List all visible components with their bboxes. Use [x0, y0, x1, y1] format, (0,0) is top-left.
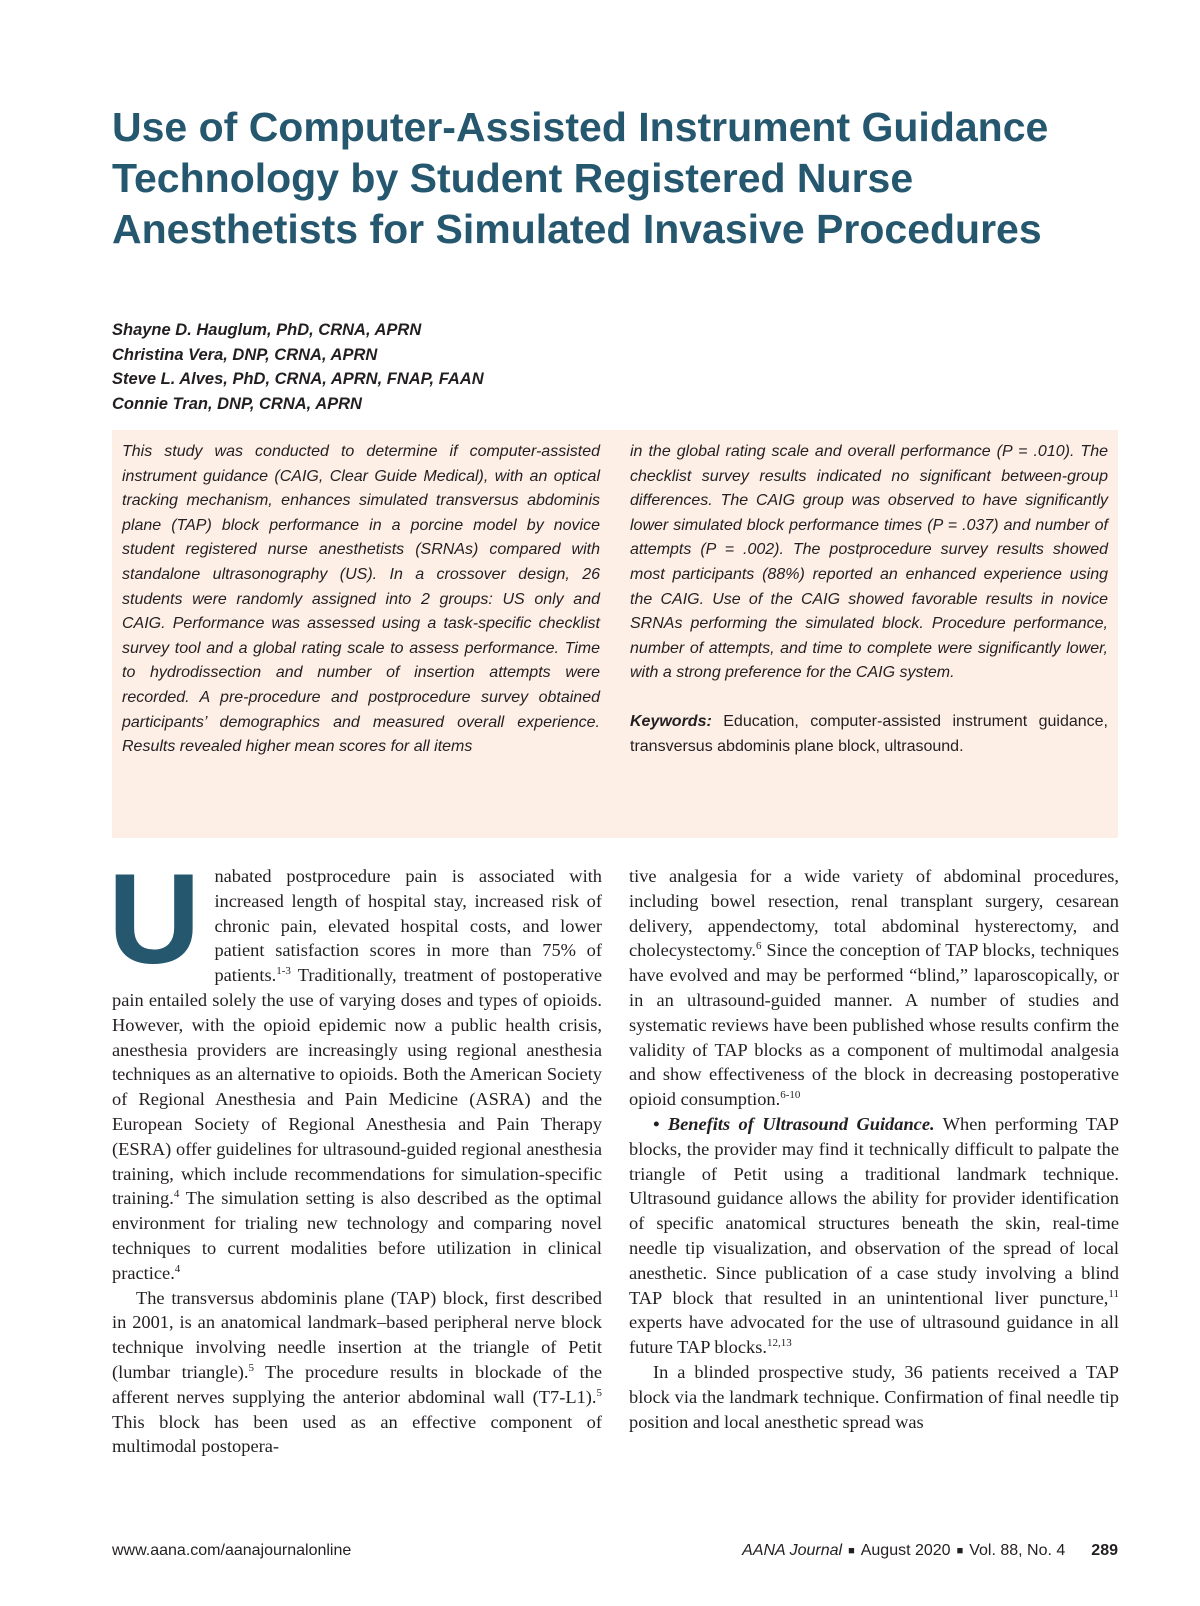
body-paragraph-2: [112, 1286, 602, 1460]
abstract-box: [112, 430, 1118, 838]
citation: 4: [174, 1262, 181, 1275]
abstract-text-part-2: in the global rating scale and overall performance (P = .010). The checklist survey results indicated no significant between-group differences. The CAIG group was observed to have significantly lower simulated block performance times (P = .037) and number of attempts (P = .002). The postprocedure survey results showed most participants (88%) reported an enhanced experience using the CAIG. Use of the CAIG showed favorable results in novice SRNAs performing the simulated block. Procedure performance, number of attempts, and time to complete were significantly lower, with a strong preference for the CAIG system.: [630, 443, 1108, 682]
page-number: 289: [1091, 1542, 1118, 1559]
citation: 1-3: [276, 965, 291, 978]
author: Christina Vera, DNP, CRNA, APRN: [112, 345, 378, 364]
keywords-label: Keywords:: [630, 712, 712, 730]
body-text: When performing TAP blocks, the provider may find it technically difficult to palpate the triangle of Petit using a traditional landmark technique. Ultrasound guidance allows the ability for provider identification of specific anatomical structures beneath the skin, real-time needle tip visualization, and observation of the spread of local anesthetic. Since publication of a case study involving a blind TAP block that resulted in an unintentional liver puncture,: [629, 1113, 1119, 1308]
running-footer: [742, 1542, 1118, 1560]
author: Connie Tran, DNP, CRNA, APRN: [112, 394, 362, 413]
body-paragraph-3: [629, 864, 1119, 1112]
body-text: experts have advocated for the use of ultrasound guidance in all future TAP blocks.: [629, 1312, 1119, 1358]
section-subheading: • Benefits of Ultrasound Guidance.: [653, 1113, 935, 1134]
body-text: The transversus abdominis plane (TAP) block, first described in 2001, is an anatomical landmark–based peripheral nerve block technique involving needle insertion at the triangle of Petit (lumbar triangle).: [112, 1287, 602, 1382]
drop-cap: U: [108, 848, 201, 991]
author: Shayne D. Hauglum, PhD, CRNA, APRN: [112, 321, 422, 339]
abstract-left-column: [122, 440, 600, 760]
separator-square-icon: ■: [956, 1545, 964, 1557]
body-text: The simulation setting is also described as the optimal environment for trialing new technology and comparing novel techniques to current modalities before utilization in clinical practice.: [112, 1188, 602, 1283]
title-line-3: Anesthetists for Simulated Invasive Procedures: [112, 206, 1042, 252]
citation: 6: [755, 940, 762, 953]
journal-url: www.aana.com/aanajournalonline: [112, 1542, 352, 1559]
citation: 11: [1108, 1287, 1119, 1300]
citation: 6-10: [780, 1089, 801, 1102]
body-text: tive analgesia for a wide variety of abdominal procedures, including bowel resection, renal transplant surgery, cesarean delivery, appendectomy, total abdominal hysterectomy, and cholecystectomy.: [629, 866, 1119, 961]
body-left-column: [108, 848, 602, 1459]
body-right-column: [629, 864, 1119, 1434]
body-text: This block has been used as an effective component of multimodal postopera-: [112, 1411, 602, 1457]
body-text: nabated postprocedure pain is associated with increased length of hospital stay, increased risk of chronic pain, elevated hospital costs, and lower patient satisfaction scores in more than 75% of patients.: [214, 866, 602, 986]
title-line-1: Use of Computer-Assisted Instrument Guidance: [112, 104, 1049, 150]
abstract-text-part-1: This study was conducted to determine if computer-assisted instrument guidance (CAIG, Clear Guide Medical), with an optical tracking mechanism, enhances simulated transversus abdominis plane (TAP) block performance in a porcine model by novice student registered nurse anesthetists (SRNAs) compared with standalone ultrasonography (US). In a crossover design, 26 students were randomly assigned into 2 groups: US only and CAIG. Performance was assessed using a task-specific checklist survey tool and a global rating scale to assess performance. Time to hydrodissection and number of insertion attempts were recorded. A pre-procedure and postprocedure survey obtained participants’ demographics and measured overall experience. Results revealed higher mean scores for all items: [122, 443, 600, 756]
body-paragraph-5: In a blinded prospective study, 36 patients received a TAP block via the landmark technique. Confirmation of final needle tip position and local anesthetic spread was: [629, 1361, 1119, 1432]
keywords-list: Education, computer-assisted instrument guidance, transversus abdominis plane block, ultrasound.: [630, 712, 1108, 755]
body-text: Traditionally, treatment of postoperative pain entailed solely the use of varying doses and types of opioids. However, with the opioid epidemic now a public health crisis, anesthesia providers are increasingly using regional anesthesia techniques as an alternative to opioids. Both the American Society of Regional Anesthesia and Pain Medicine (ASRA) and the European Society of Regional Anesthesia and Pain Therapy (ESRA) offer guidelines for ultrasound-guided regional anesthesia training, which include recommendations for simulation-specific training.: [112, 965, 602, 1209]
body-text: Since the conception of TAP blocks, techniques have evolved and may be performed “blind,” laparoscopically, or in an ultrasound-guided manner. A number of studies and systematic reviews have been published whose results confirm the validity of TAP blocks as a component of multimodal analgesia and show effectiveness of the block in decreasing postoperative opioid consumption.: [629, 940, 1119, 1110]
abstract-right-column: [630, 440, 1108, 759]
journal-name: AANA Journal: [742, 1542, 843, 1559]
separator-square-icon: ■: [848, 1545, 855, 1557]
citation: 5: [596, 1386, 602, 1399]
citation: 5: [248, 1361, 254, 1374]
article-title: [112, 102, 1122, 255]
author: Steve L. Alves, PhD, CRNA, APRN, FNAP, FAAN: [112, 370, 484, 388]
body-paragraph-4: [629, 1112, 1119, 1360]
title-line-2: Technology by Student Registered Nurse: [112, 155, 914, 201]
body-paragraph-1: [108, 848, 602, 1286]
issue-date: August 2020: [860, 1542, 951, 1559]
author-list: [112, 318, 484, 416]
keywords: [630, 710, 1108, 759]
citation: 4: [173, 1188, 180, 1201]
citation: 12,13: [766, 1337, 792, 1350]
body-text: The procedure results in blockade of the afferent nerves supplying the anterior abdominal wall (T7-L1).: [112, 1361, 602, 1407]
volume-issue: Vol. 88, No. 4: [969, 1542, 1066, 1559]
